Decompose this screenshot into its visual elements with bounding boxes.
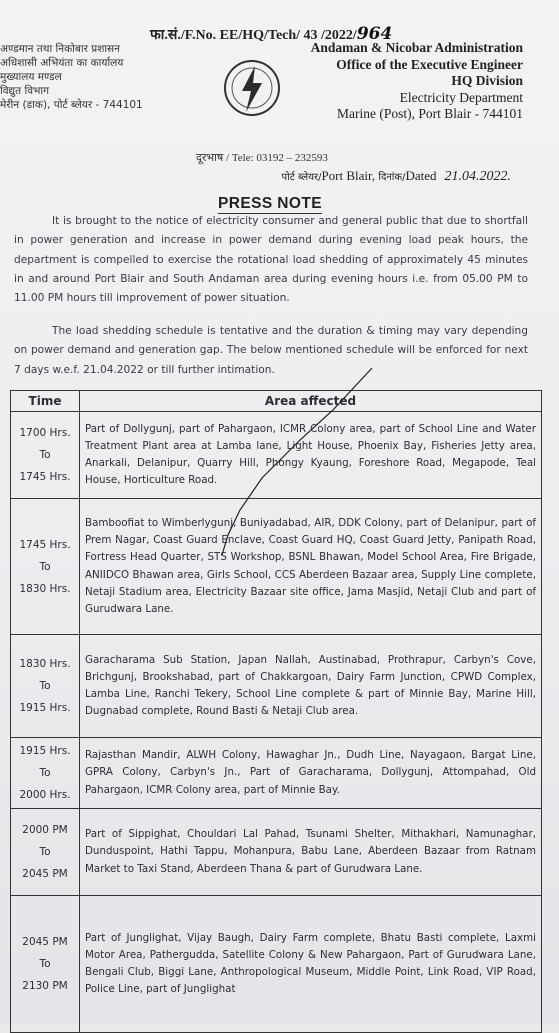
time-start: 2000 PM [22, 824, 68, 836]
file-number-handwritten: 964 [356, 24, 393, 44]
column-header-area: Area affected [80, 391, 542, 412]
table-row [11, 738, 542, 809]
table-row [11, 809, 542, 896]
date-label-hindi: दिनांक/ [378, 172, 406, 183]
table-row [11, 635, 542, 738]
time-cell [11, 635, 80, 738]
time-start: 1700 Hrs. [19, 427, 71, 439]
area-cell: Part of Junglighat, Vijay Baugh, Dairy Farm complete, Bhatu Basti complete, Laxmi Motor Area, Pathergudda, Satellite Colony & New Pahargaon, Part of Gurudwara Lane, Bengali Club, Biggi Lane, Anthropological Museum, Middle Point, Link Road, VIP Road, Police Line, part of Junglighat [80, 896, 542, 1033]
document-title-text: PRESS NOTE [218, 195, 322, 212]
time-cell [11, 499, 80, 635]
admin-name: Andaman & Nicobar Administration [310, 40, 523, 55]
table-header-row [11, 391, 542, 412]
hindi-letterhead [0, 42, 210, 112]
department-name: Electricity Department [399, 89, 523, 105]
column-header-time: Time [11, 391, 80, 412]
area-cell: Part of Dollygunj, part of Pahargaon, ICMR Colony area, part of School Line and Water Treatment Plant area at Lamba lane, Light House, Phoenix Bay, Fisheries Jetty area, Anarkali, Delanipur, Quarry Hill, Phongy Kyaung, Foreshore Road, Megapode, Teal House, Horticulture Road. [80, 412, 542, 499]
time-to: To [39, 449, 51, 461]
time-end: 1915 Hrs. [19, 702, 71, 714]
body-paragraph-2: The load shedding schedule is tentative and the duration & timing may vary depending on power demand and generation gap. The below mentioned schedule will be enforced for next 7 days w.e.f. 21.04.2022 or till further intimation. [14, 325, 528, 376]
time-cell [11, 738, 80, 809]
division-name: HQ Division [451, 73, 523, 88]
time-to: To [39, 560, 51, 573]
date-label: Dated [405, 168, 437, 183]
body-paragraph-1: It is brought to the notice of electricity consumer and general public that due to shortfall in power generation and increase in power demand during evening load peak hours, the department is compelled to exercise the rotational load shedding of approximately 45 minutes in and around Port Blair and South Andaman area during evening hours i.e. from 05.00 PM to 11.00 PM hours till improvement of power situation. [14, 215, 528, 305]
place-and-date [281, 168, 511, 185]
time-end: 2130 PM [22, 980, 68, 992]
load-shedding-schedule-table [10, 390, 542, 1033]
time-cell [11, 412, 80, 499]
file-number-text: फा.सं./F.No. EE/HQ/Tech/ 43 /2022/ [150, 28, 357, 43]
document-title [0, 195, 540, 213]
office-name: Office of the Executive Engineer [336, 56, 523, 72]
time-cell [11, 896, 80, 1033]
office-address: Marine (Post), Port Blair - 744101 [337, 106, 523, 121]
time-to: To [39, 958, 51, 970]
time-to: To [39, 846, 51, 858]
hindi-line: मेरीन (डाक), पोर्ट ब्लेयर - 744101 [0, 99, 143, 111]
table-row [11, 896, 542, 1033]
place-label-hindi: पोर्ट ब्लेयर/ [281, 172, 322, 183]
area-cell: Bamboofiat to Wimberlygunj, Buniyadabad, AIR, DDK Colony, part of Delanipur, part of Prem Nagar, Coast Guard Enclave, Coast Guard HQ, Coast Guard Jetty, Panipath Road, Fortress Head Quarter, STS Workshop, BSNL Bhawan, Model School Area, Fire Brigade, ANIIDCO Bhawan area, Girls School, CCS Aberdeen Bazaar area, Supply Line complete, Netaji Stadium area, Electricity Bazaar site office, Jama Masjid, Netaji Club and part of Gurudwara Lane. [80, 499, 542, 635]
time-start: 2045 PM [22, 936, 68, 948]
hindi-line: अण्डमान तथा निकोबार प्रशासन [0, 43, 120, 55]
english-letterhead [283, 40, 523, 123]
hindi-line: मुख्यालय मण्डल [0, 71, 62, 83]
time-end: 1830 Hrs. [19, 582, 71, 595]
time-start: 1830 Hrs. [19, 658, 71, 670]
area-cell: Part of Sippighat, Chouldari Lal Pahad, Tsunami Shelter, Mithakhari, Namunaghar, Dunduspoint, Hathi Tappu, Mohanpura, Babu Lane, Aberdeen Bazaar from Ratnam Market to Taxi Stand, Aberdeen Thana & part of Gurudwara Lane. [80, 809, 542, 896]
area-cell: Rajasthan Mandir, ALWH Colony, Hawaghar Jn., Dudh Line, Nayagaon, Bargat Line, GPRA Colony, Carbyn's Jn., Part of Garacharama, Dollygunj, Attompahad, Old Pahargaon, ICMR Colony area, part of Minnie Bay. [80, 738, 542, 809]
area-cell: Garacharama Sub Station, Japan Nallah, Austinabad, Prothrapur, Carbyn's Cove, Brichgunj, Brookshabad, part of Chakkargoan, Dairy Farm Junction, CPWD Complex, Lamba Line, Ranchi Tekery, School Line complete & part of Minnie Bay, Marine Hill, Dugnabad complete, Round Basti & Netaji Club area. [80, 635, 542, 738]
table-row [11, 412, 542, 499]
place-label: Port Blair, [321, 168, 379, 183]
hindi-line: अधिशासी अभियंता का कार्यालय [0, 57, 124, 69]
time-to: To [39, 680, 51, 692]
time-to: To [39, 767, 51, 779]
time-start: 1915 Hrs. [19, 745, 71, 757]
table-row [11, 499, 542, 635]
time-cell [11, 809, 80, 896]
time-start: 1745 Hrs. [19, 538, 71, 551]
date-value: 21.04.2022. [444, 169, 511, 184]
hindi-line: विद्युत विभाग [0, 85, 50, 97]
telephone-number: दूरभाष / Tele: 03192 – 232593 [196, 152, 328, 164]
time-end: 2000 Hrs. [19, 789, 71, 801]
time-end: 1745 Hrs. [19, 471, 71, 483]
electricity-department-emblem-icon [222, 58, 282, 118]
time-end: 2045 PM [22, 868, 68, 880]
